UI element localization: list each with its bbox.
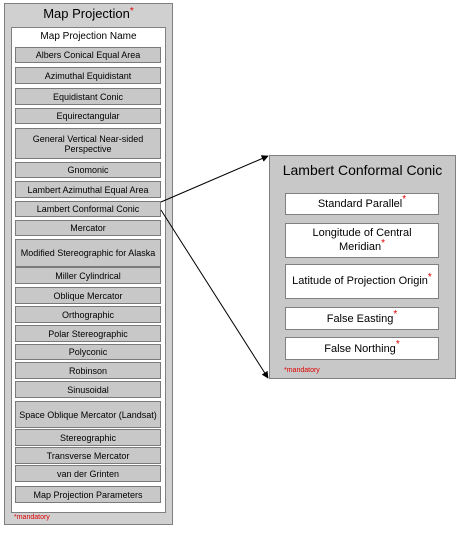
list-item-lambert-azimuthal: Lambert Azimuthal Equal Area: [15, 181, 161, 198]
list-item-polar-stereographic: Polar Stereographic: [15, 325, 161, 342]
right-mandatory-note: *mandatory: [284, 367, 320, 374]
projection-list-header: Map Projection Name: [40, 31, 137, 42]
list-item-orthographic: Orthographic: [15, 306, 161, 323]
list-item-miller-cylindrical: Miller Cylindrical: [15, 267, 161, 284]
connector-arrow-bottom: [161, 210, 268, 378]
param-false-easting: False Easting *: [285, 307, 439, 330]
list-item-lambert-conformal-conic: Lambert Conformal Conic: [15, 201, 161, 217]
list-item-azimuthal-equidistant: Azimuthal Equidistant: [15, 67, 161, 84]
param-longitude-central-meridian: Longitude of Central Meridian*: [285, 223, 439, 258]
list-item-equidistant-conic: Equidistant Conic: [15, 88, 161, 105]
list-item-space-oblique-mercator: Space Oblique Mercator (Landsat): [15, 401, 161, 428]
list-item-general-vertical-perspective: General Vertical Near-sided Perspective: [15, 128, 161, 159]
param-standard-parallel: Standard Parallel *: [285, 193, 439, 215]
lambert-conformal-conic-title: Lambert Conformal Conic: [282, 162, 443, 178]
param-latitude-projection-origin: Latitude of Projection Origin*: [285, 264, 439, 299]
list-item-oblique-mercator: Oblique Mercator: [15, 287, 161, 304]
list-item-map-projection-parameters: Map Projection Parameters: [15, 486, 161, 503]
left-mandatory-note: *mandatory: [14, 514, 50, 521]
list-item-sinusoidal: Sinusoidal: [15, 381, 161, 398]
map-projection-title: Map Projection*: [43, 6, 134, 21]
list-item-albers: Albers Conical Equal Area: [15, 47, 161, 63]
list-item-van-der-grinten: van der Grinten: [15, 465, 161, 482]
list-item-modified-stereographic: Modified Stereographic for Alaska: [15, 239, 161, 267]
list-item-gnomonic: Gnomonic: [15, 162, 161, 178]
list-item-equirectangular: Equirectangular: [15, 108, 161, 124]
connector-arrow-top: [161, 156, 268, 202]
list-item-polyconic: Polyconic: [15, 344, 161, 360]
list-item-robinson: Robinson: [15, 362, 161, 379]
param-false-northing: False Northing *: [285, 337, 439, 360]
list-item-transverse-mercator: Transverse Mercator: [15, 447, 161, 464]
list-item-mercator: Mercator: [15, 220, 161, 236]
list-item-stereographic: Stereographic: [15, 429, 161, 446]
